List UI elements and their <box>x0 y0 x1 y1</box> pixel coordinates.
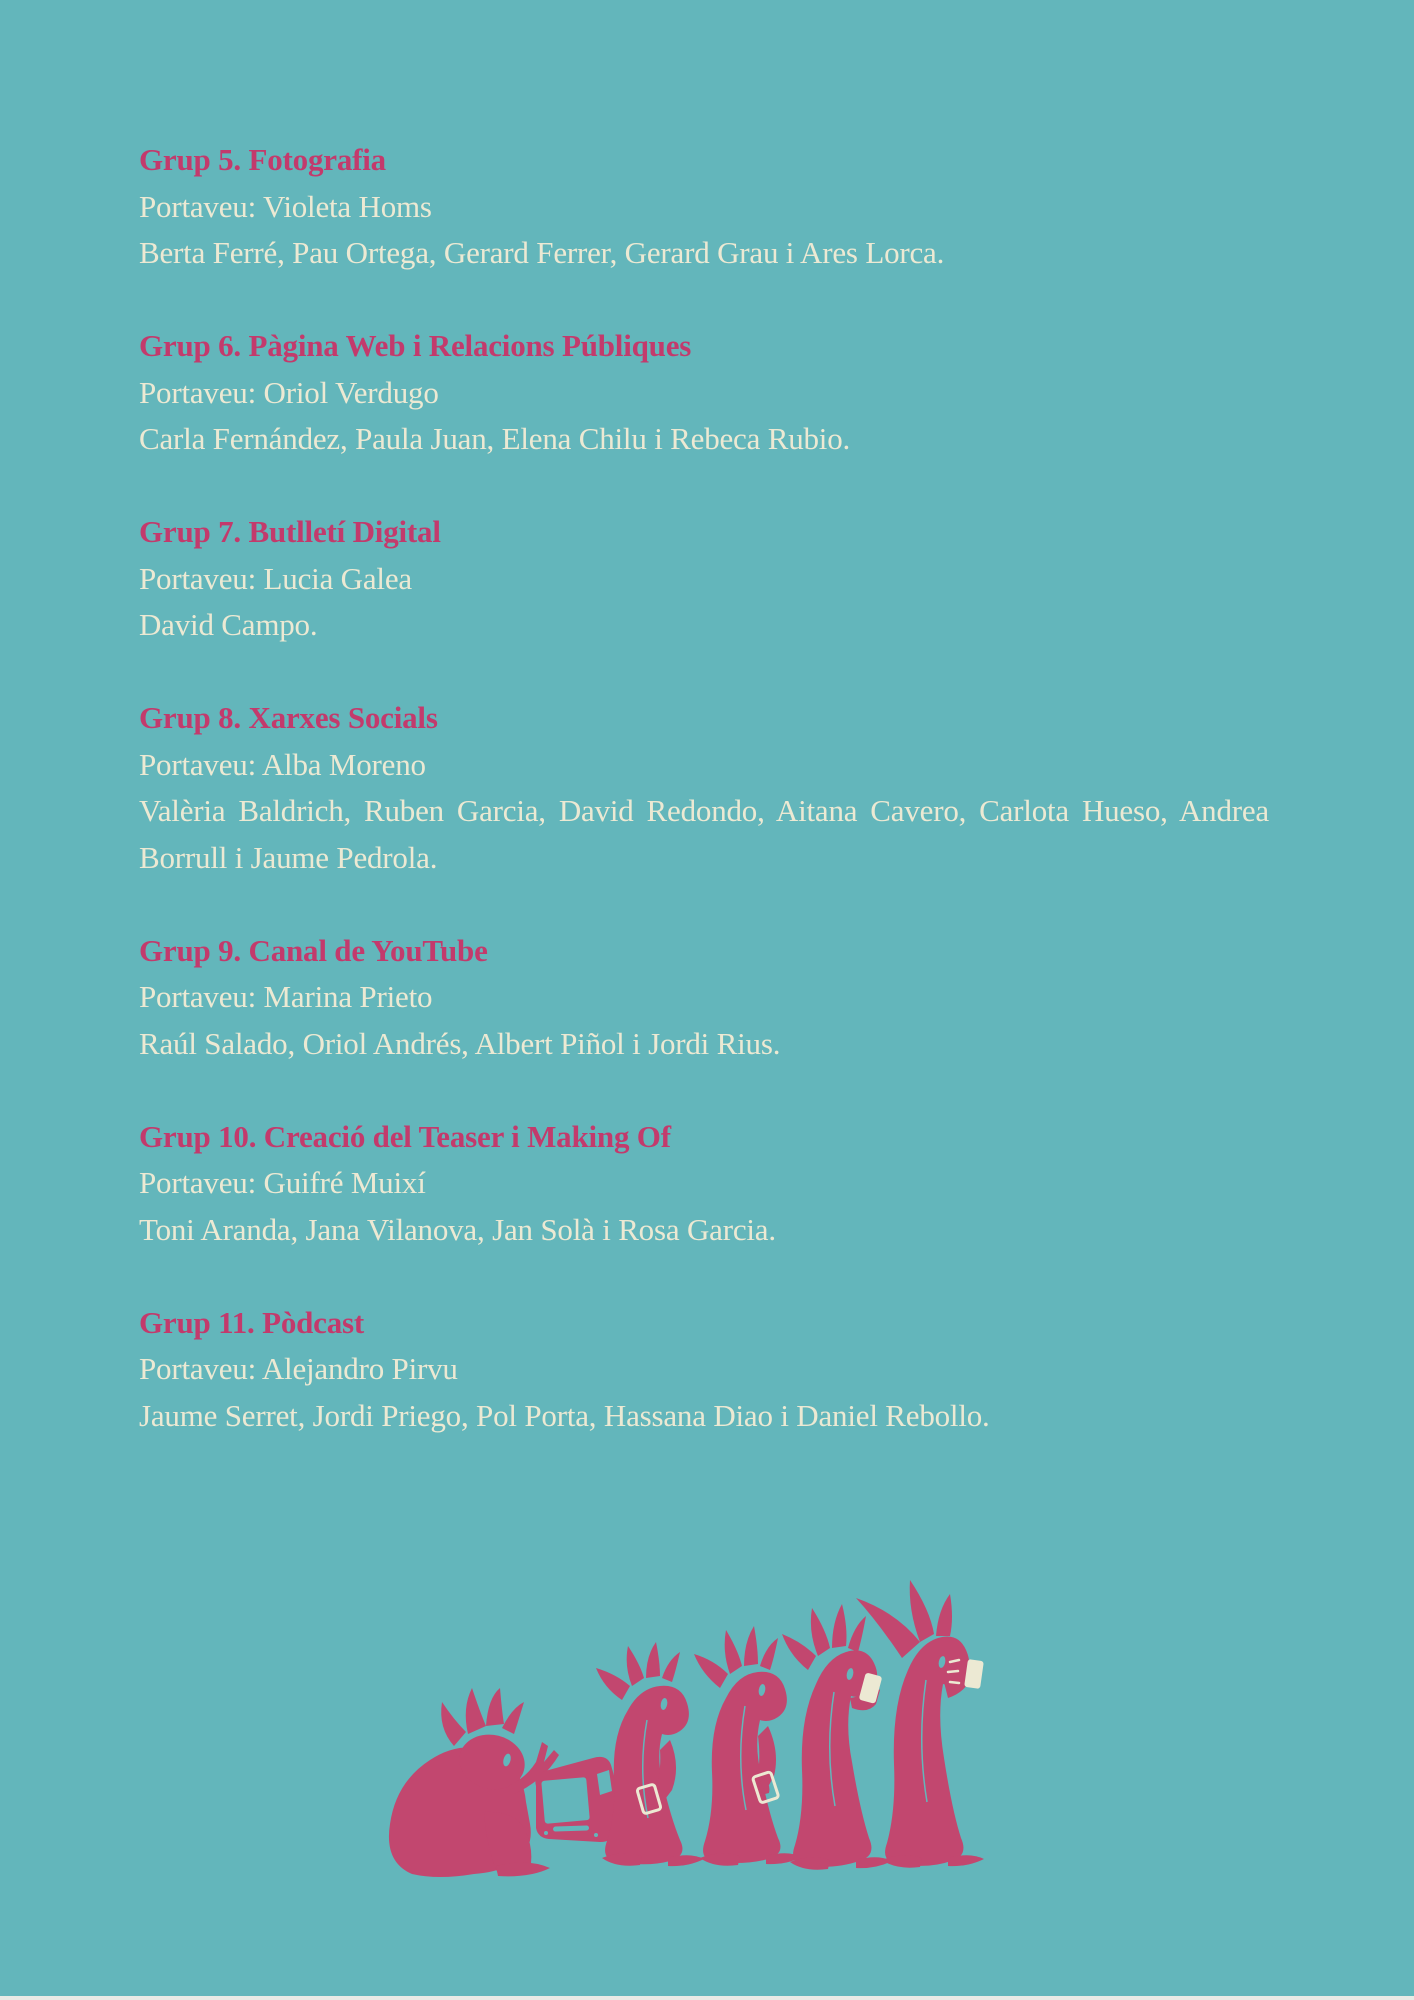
group-section <box>139 323 1269 463</box>
group-members: Jaume Serret, Jordi Priego, Pol Porta, Hassana Diao i Daniel Rebollo. <box>139 1397 990 1433</box>
group-title: Grup 8. Xarxes Socials <box>139 700 438 735</box>
group-members: Carla Fernández, Paula Juan, Elena Chilu i Rebeca Rubio. <box>139 421 851 456</box>
computer-screen <box>541 1777 590 1824</box>
people-with-devices-illustration <box>350 1570 1010 1970</box>
group-section <box>139 928 1269 1068</box>
group-members: Berta Ferré, Pau Ortega, Gerard Ferrer, Gerard Grau i Ares Lorca. <box>139 235 945 270</box>
group-title: Grup 7. Butlletí Digital <box>139 514 441 549</box>
group-section <box>139 1300 1269 1440</box>
group-spokesperson: Portaveu: Alba Moreno <box>139 746 426 782</box>
group-spokesperson: Portaveu: Alejandro Pirvu <box>139 1351 458 1386</box>
group-title: Grup 9. Canal de YouTube <box>139 932 488 968</box>
group-members: Valèria Baldrich, Ruben Garcia, David Redondo, Aitana Cavero, Carlota Hueso, Andrea Borrull i Jaume Pedrola. <box>139 793 1269 875</box>
group-spokesperson: Portaveu: Guifré Muixí <box>139 1165 426 1200</box>
person-with-phone-at-hip-icon <box>694 1626 802 1866</box>
page-bottom-edge <box>0 1996 1414 2000</box>
groups-list <box>139 137 1269 1439</box>
group-spokesperson: Portaveu: Oriol Verdugo <box>139 374 439 410</box>
group-section <box>139 1114 1269 1254</box>
crouching-person-icon <box>389 1688 559 1877</box>
group-members: David Campo. <box>139 607 318 642</box>
hunched-person-with-phone-icon <box>596 1642 704 1866</box>
group-section <box>139 509 1269 649</box>
group-spokesperson: Portaveu: Lucia Galea <box>139 560 412 596</box>
person-holding-phone-up-icon <box>856 1580 984 1868</box>
group-title: Grup 5. Fotografia <box>139 142 386 177</box>
group-title: Grup 10. Creació del Teaser i Making Of <box>139 1118 671 1154</box>
group-spokesperson: Portaveu: Marina Prieto <box>139 979 433 1014</box>
group-section <box>139 137 1269 277</box>
group-members: Toni Aranda, Jana Vilanova, Jan Solà i Rosa Garcia. <box>139 1211 776 1247</box>
group-members: Raúl Salado, Oriol Andrés, Albert Piñol i Jordi Rius. <box>139 1025 781 1061</box>
group-title: Grup 6. Pàgina Web i Relacions Públiques <box>139 328 692 363</box>
group-spokesperson: Portaveu: Violeta Homs <box>139 188 432 224</box>
group-section <box>139 695 1269 881</box>
evolution-illustration <box>350 1570 1010 1970</box>
group-title: Grup 11. Pòdcast <box>139 1304 365 1340</box>
person-looking-at-phone-icon <box>782 1604 892 1870</box>
